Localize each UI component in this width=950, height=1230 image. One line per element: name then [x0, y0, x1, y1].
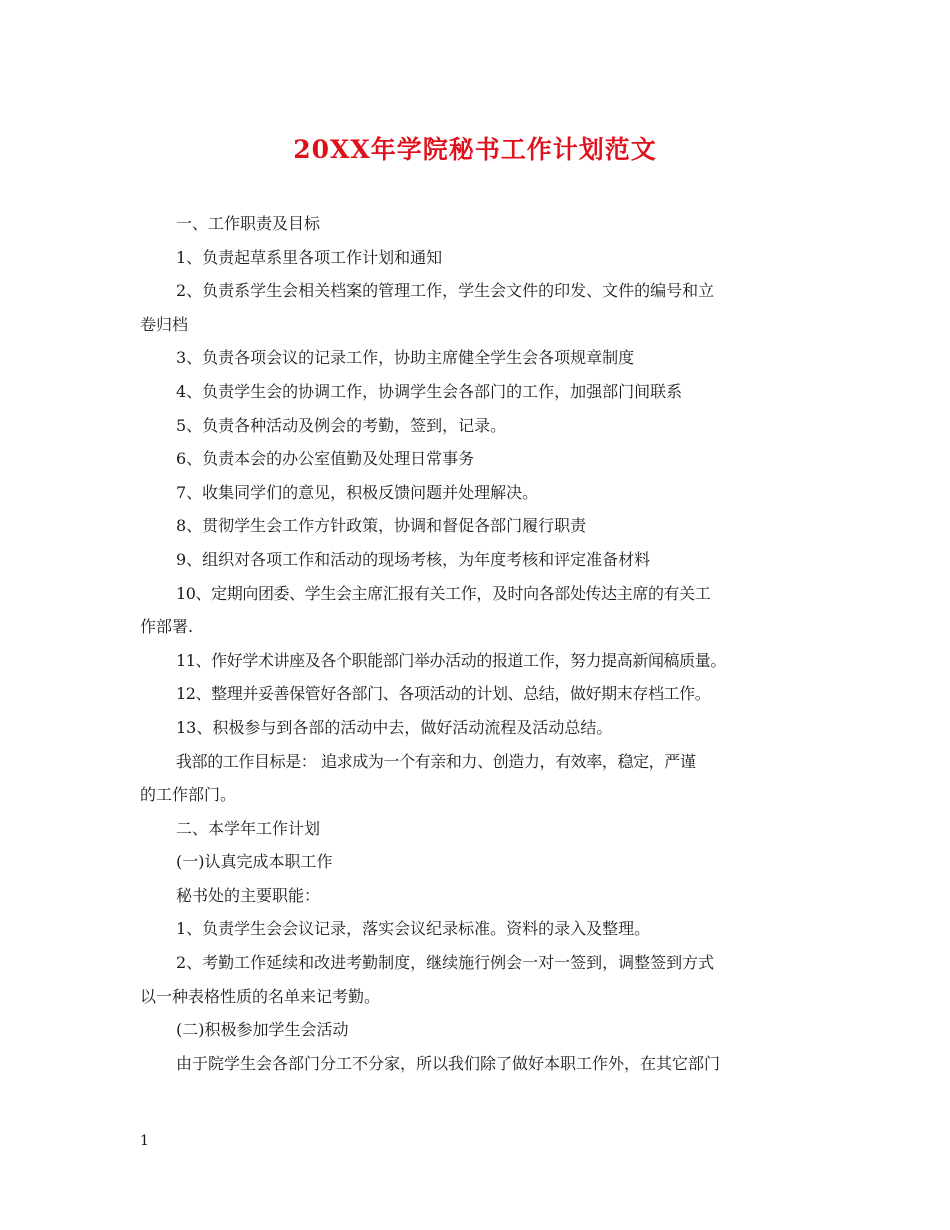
paragraph-line: 2、考勤工作延续和改进考勤制度，继续施行例会一对一签到，调整签到方式: [176, 953, 715, 973]
paragraph-line: 秘书处的主要职能：: [176, 885, 321, 905]
paragraph-line: 5、负责各种活动及例会的考勤，签到，记录。: [176, 415, 507, 435]
paragraph-line: 以一种表格性质的名单来记考勤。: [140, 986, 381, 1006]
paragraph-line: 1、负责学生会会议记录，落实会议纪录标准。资料的录入及整理。: [176, 919, 651, 939]
paragraph-line: 2、负责系学生会相关档案的管理工作，学生会文件的印发、文件的编号和立: [176, 281, 715, 301]
paragraph-line: 8、贯彻学生会工作方针政策，协调和督促各部门履行职责: [176, 516, 587, 536]
subsection-heading: (一)认真完成本职工作: [176, 852, 333, 872]
document-title: 20XX年学院秘书工作计划范文: [293, 135, 657, 164]
paragraph-line: 10、定期向团委、学生会主席汇报有关工作，及时向各部处传达主席的有关工: [176, 583, 711, 603]
section-heading: 二、本学年工作计划: [176, 818, 321, 838]
paragraph-line: 的工作部门。: [140, 785, 237, 805]
paragraph-line: 12、整理并妥善保管好各部门、各项活动的计划、总结，做好期末存档工作。: [176, 684, 711, 704]
subsection-heading: (二)积极参加学生会活动: [176, 1020, 349, 1040]
document-body: [140, 207, 812, 1080]
paragraph-line: 13、积极参与到各部的活动中去，做好活动流程及活动总结。: [176, 717, 613, 737]
paragraph-line: 11、作好学术讲座及各个职能部门举办活动的报道工作，努力提高新闻稿质量。: [176, 650, 726, 670]
paragraph-line: 卷归档: [140, 314, 189, 334]
paragraph-line: 3、负责各项会议的记录工作，协助主席健全学生会各项规章制度: [176, 348, 635, 368]
paragraph-line: 9、组织对各项工作和活动的现场考核，为年度考核和评定准备材料: [176, 549, 651, 569]
paragraph-line: 作部署.: [140, 617, 194, 637]
page-number: 1: [140, 1133, 149, 1149]
paragraph-line: 6、负责本会的办公室值勤及处理日常事务: [176, 449, 475, 469]
paragraph-line: 4、负责学生会的协调工作，协调学生会各部门的工作，加强部门间联系: [176, 381, 683, 401]
paragraph-line: 1、负责起草系里各项工作计划和通知: [176, 247, 443, 267]
section-heading: 一、工作职责及目标: [176, 214, 321, 233]
paragraph-line: 由于院学生会各部门分工不分家，所以我们除了做好本职工作外，在其它部门: [176, 1053, 721, 1073]
paragraph-line: 我部的工作目标是： 追求成为一个有亲和力、创造力，有效率，稳定，严谨: [176, 751, 696, 771]
paragraph-line: 7、收集同学们的意见，积极反馈问题并处理解决。: [176, 482, 539, 502]
